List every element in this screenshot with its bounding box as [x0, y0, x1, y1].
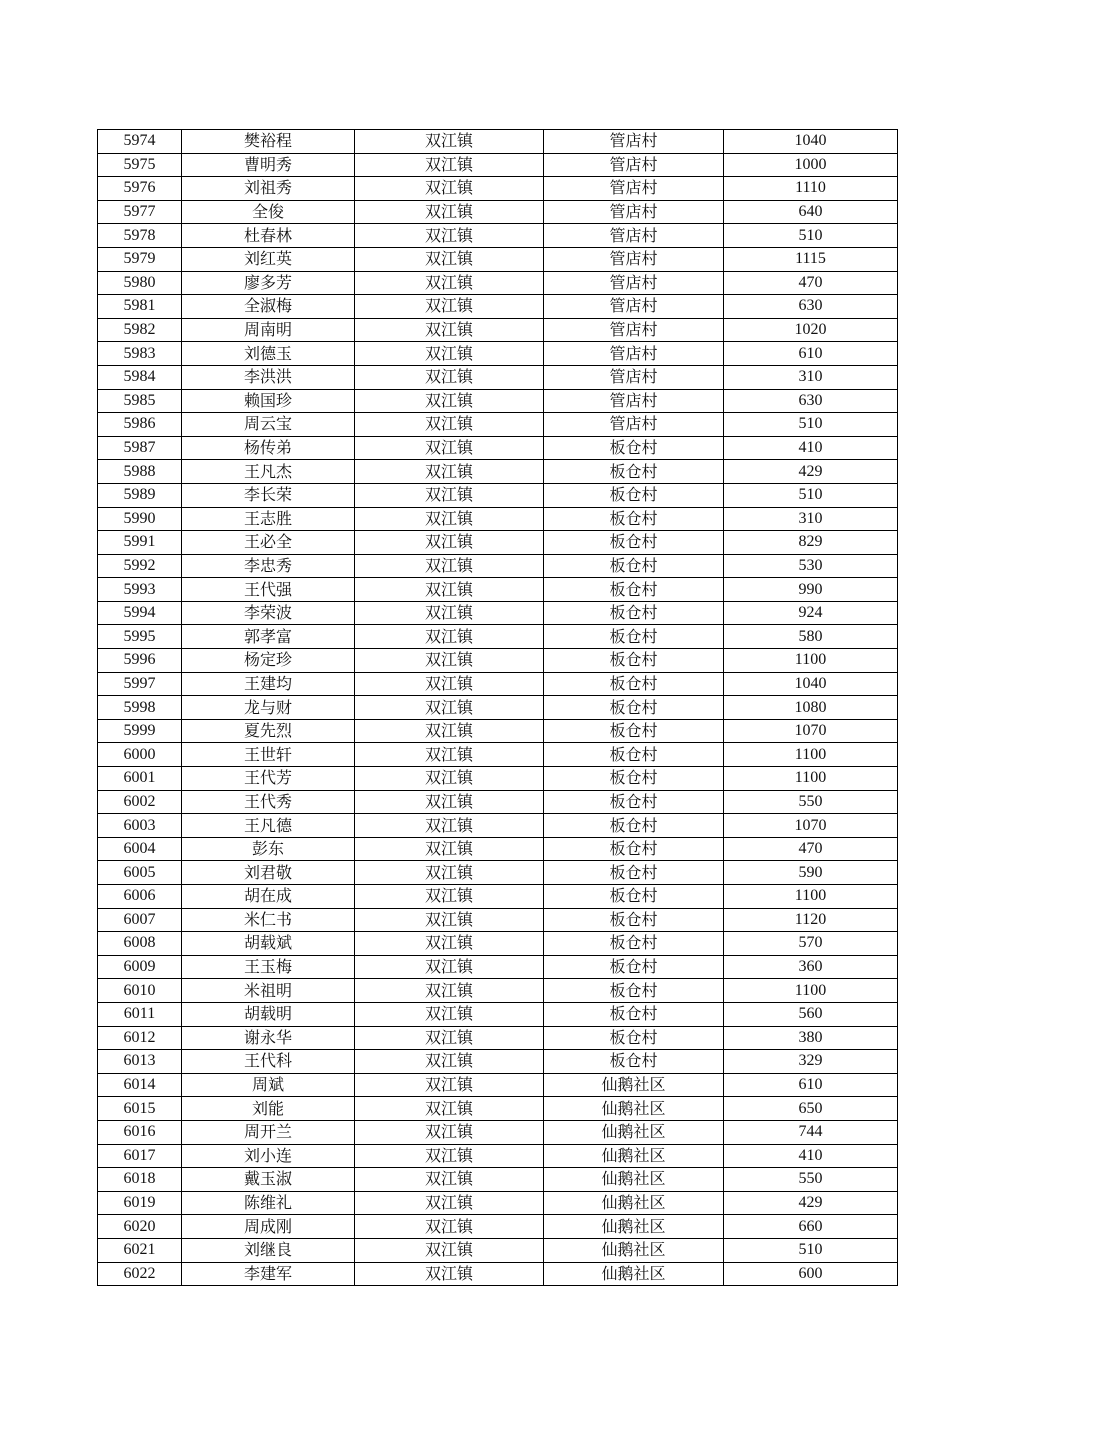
table-row [98, 955, 898, 979]
serial-number-cell: 6013 [98, 1050, 182, 1074]
table-row [98, 554, 898, 578]
serial-number-cell: 5976 [98, 177, 182, 201]
name-cell: 戴玉淑 [182, 1168, 355, 1192]
amount-cell: 1000 [724, 153, 898, 177]
table-row [98, 625, 898, 649]
village-cell: 板仓村 [544, 649, 724, 673]
town-cell: 双江镇 [355, 436, 544, 460]
name-cell: 夏先烈 [182, 719, 355, 743]
village-cell: 板仓村 [544, 767, 724, 791]
amount-cell: 660 [724, 1215, 898, 1239]
table-row [98, 814, 898, 838]
name-cell: 李荣波 [182, 601, 355, 625]
name-cell: 米仁书 [182, 908, 355, 932]
serial-number-cell: 5990 [98, 507, 182, 531]
serial-number-cell: 5991 [98, 531, 182, 555]
table-row [98, 696, 898, 720]
table-row [98, 153, 898, 177]
amount-cell: 410 [724, 436, 898, 460]
amount-cell: 630 [724, 295, 898, 319]
table-row [98, 1262, 898, 1286]
amount-cell: 470 [724, 837, 898, 861]
serial-number-cell: 6015 [98, 1097, 182, 1121]
town-cell: 双江镇 [355, 790, 544, 814]
town-cell: 双江镇 [355, 908, 544, 932]
table-row [98, 1073, 898, 1097]
village-cell: 板仓村 [544, 1002, 724, 1026]
village-cell: 板仓村 [544, 507, 724, 531]
amount-cell: 590 [724, 861, 898, 885]
serial-number-cell: 6002 [98, 790, 182, 814]
town-cell: 双江镇 [355, 1002, 544, 1026]
town-cell: 双江镇 [355, 365, 544, 389]
amount-cell: 580 [724, 625, 898, 649]
town-cell: 双江镇 [355, 719, 544, 743]
town-cell: 双江镇 [355, 601, 544, 625]
village-cell: 板仓村 [544, 885, 724, 909]
town-cell: 双江镇 [355, 130, 544, 154]
name-cell: 全淑梅 [182, 295, 355, 319]
village-cell: 板仓村 [544, 719, 724, 743]
village-cell: 板仓村 [544, 837, 724, 861]
town-cell: 双江镇 [355, 885, 544, 909]
town-cell: 双江镇 [355, 460, 544, 484]
name-cell: 王必全 [182, 531, 355, 555]
town-cell: 双江镇 [355, 672, 544, 696]
serial-number-cell: 5985 [98, 389, 182, 413]
town-cell: 双江镇 [355, 1073, 544, 1097]
village-cell: 板仓村 [544, 1026, 724, 1050]
name-cell: 赖国珍 [182, 389, 355, 413]
amount-cell: 1120 [724, 908, 898, 932]
serial-number-cell: 6007 [98, 908, 182, 932]
village-cell: 管店村 [544, 224, 724, 248]
village-cell: 仙鹅社区 [544, 1191, 724, 1215]
amount-cell: 550 [724, 790, 898, 814]
serial-number-cell: 5992 [98, 554, 182, 578]
amount-cell: 510 [724, 224, 898, 248]
town-cell: 双江镇 [355, 625, 544, 649]
name-cell: 王志胜 [182, 507, 355, 531]
table-row [98, 342, 898, 366]
amount-cell: 1070 [724, 719, 898, 743]
village-cell: 仙鹅社区 [544, 1168, 724, 1192]
table-row [98, 460, 898, 484]
village-cell: 板仓村 [544, 436, 724, 460]
name-cell: 李洪洪 [182, 365, 355, 389]
name-cell: 郭孝富 [182, 625, 355, 649]
table-row [98, 767, 898, 791]
name-cell: 王建均 [182, 672, 355, 696]
village-cell: 管店村 [544, 342, 724, 366]
name-cell: 胡载明 [182, 1002, 355, 1026]
serial-number-cell: 6011 [98, 1002, 182, 1026]
village-cell: 仙鹅社区 [544, 1097, 724, 1121]
table-row [98, 531, 898, 555]
serial-number-cell: 6001 [98, 767, 182, 791]
table-row [98, 365, 898, 389]
name-cell: 周斌 [182, 1073, 355, 1097]
table-row [98, 1168, 898, 1192]
name-cell: 米祖明 [182, 979, 355, 1003]
amount-cell: 1080 [724, 696, 898, 720]
serial-number-cell: 5988 [98, 460, 182, 484]
table-row [98, 1238, 898, 1262]
serial-number-cell: 5975 [98, 153, 182, 177]
village-cell: 板仓村 [544, 861, 724, 885]
name-cell: 李长荣 [182, 483, 355, 507]
town-cell: 双江镇 [355, 979, 544, 1003]
serial-number-cell: 6019 [98, 1191, 182, 1215]
town-cell: 双江镇 [355, 814, 544, 838]
table-row [98, 295, 898, 319]
name-cell: 周南明 [182, 318, 355, 342]
village-cell: 板仓村 [544, 460, 724, 484]
amount-cell: 1040 [724, 130, 898, 154]
town-cell: 双江镇 [355, 1120, 544, 1144]
town-cell: 双江镇 [355, 224, 544, 248]
amount-cell: 470 [724, 271, 898, 295]
village-cell: 板仓村 [544, 625, 724, 649]
roster-table-body [98, 130, 898, 1286]
amount-cell: 600 [724, 1262, 898, 1286]
amount-cell: 429 [724, 1191, 898, 1215]
serial-number-cell: 6021 [98, 1238, 182, 1262]
amount-cell: 1100 [724, 885, 898, 909]
village-cell: 管店村 [544, 271, 724, 295]
table-row [98, 979, 898, 1003]
amount-cell: 610 [724, 342, 898, 366]
name-cell: 周开兰 [182, 1120, 355, 1144]
serial-number-cell: 5982 [98, 318, 182, 342]
amount-cell: 1100 [724, 649, 898, 673]
name-cell: 樊裕程 [182, 130, 355, 154]
table-row [98, 130, 898, 154]
village-cell: 板仓村 [544, 932, 724, 956]
town-cell: 双江镇 [355, 767, 544, 791]
village-cell: 板仓村 [544, 696, 724, 720]
serial-number-cell: 6022 [98, 1262, 182, 1286]
serial-number-cell: 5997 [98, 672, 182, 696]
village-cell: 板仓村 [544, 814, 724, 838]
amount-cell: 1100 [724, 979, 898, 1003]
serial-number-cell: 6012 [98, 1026, 182, 1050]
amount-cell: 640 [724, 200, 898, 224]
town-cell: 双江镇 [355, 578, 544, 602]
town-cell: 双江镇 [355, 483, 544, 507]
name-cell: 胡载斌 [182, 932, 355, 956]
name-cell: 王代强 [182, 578, 355, 602]
amount-cell: 429 [724, 460, 898, 484]
town-cell: 双江镇 [355, 1238, 544, 1262]
town-cell: 双江镇 [355, 507, 544, 531]
table-row [98, 1050, 898, 1074]
village-cell: 仙鹅社区 [544, 1073, 724, 1097]
town-cell: 双江镇 [355, 1215, 544, 1239]
name-cell: 胡在成 [182, 885, 355, 909]
table-row [98, 1097, 898, 1121]
town-cell: 双江镇 [355, 837, 544, 861]
table-row [98, 649, 898, 673]
name-cell: 李忠秀 [182, 554, 355, 578]
village-cell: 板仓村 [544, 554, 724, 578]
village-cell: 板仓村 [544, 672, 724, 696]
amount-cell: 1020 [724, 318, 898, 342]
serial-number-cell: 5998 [98, 696, 182, 720]
table-row [98, 1026, 898, 1050]
table-row [98, 483, 898, 507]
amount-cell: 550 [724, 1168, 898, 1192]
village-cell: 管店村 [544, 365, 724, 389]
town-cell: 双江镇 [355, 932, 544, 956]
serial-number-cell: 5983 [98, 342, 182, 366]
amount-cell: 744 [724, 1120, 898, 1144]
name-cell: 杨传弟 [182, 436, 355, 460]
village-cell: 管店村 [544, 295, 724, 319]
serial-number-cell: 5995 [98, 625, 182, 649]
amount-cell: 510 [724, 413, 898, 437]
table-row [98, 719, 898, 743]
town-cell: 双江镇 [355, 1026, 544, 1050]
amount-cell: 360 [724, 955, 898, 979]
name-cell: 陈维礼 [182, 1191, 355, 1215]
amount-cell: 630 [724, 389, 898, 413]
amount-cell: 1110 [724, 177, 898, 201]
name-cell: 王玉梅 [182, 955, 355, 979]
name-cell: 王代芳 [182, 767, 355, 791]
serial-number-cell: 6009 [98, 955, 182, 979]
serial-number-cell: 5989 [98, 483, 182, 507]
name-cell: 王凡杰 [182, 460, 355, 484]
name-cell: 周成刚 [182, 1215, 355, 1239]
village-cell: 板仓村 [544, 531, 724, 555]
village-cell: 管店村 [544, 130, 724, 154]
table-row [98, 224, 898, 248]
name-cell: 刘祖秀 [182, 177, 355, 201]
town-cell: 双江镇 [355, 247, 544, 271]
name-cell: 王代秀 [182, 790, 355, 814]
roster-table [97, 129, 898, 1286]
table-row [98, 271, 898, 295]
amount-cell: 990 [724, 578, 898, 602]
village-cell: 管店村 [544, 389, 724, 413]
table-row [98, 436, 898, 460]
name-cell: 王世轩 [182, 743, 355, 767]
village-cell: 仙鹅社区 [544, 1238, 724, 1262]
table-row [98, 200, 898, 224]
table-row [98, 177, 898, 201]
name-cell: 刘小连 [182, 1144, 355, 1168]
table-row [98, 413, 898, 437]
serial-number-cell: 5994 [98, 601, 182, 625]
village-cell: 仙鹅社区 [544, 1215, 724, 1239]
town-cell: 双江镇 [355, 1191, 544, 1215]
table-row [98, 743, 898, 767]
town-cell: 双江镇 [355, 1050, 544, 1074]
village-cell: 管店村 [544, 200, 724, 224]
amount-cell: 310 [724, 507, 898, 531]
serial-number-cell: 5986 [98, 413, 182, 437]
town-cell: 双江镇 [355, 1262, 544, 1286]
table-row [98, 1002, 898, 1026]
village-cell: 管店村 [544, 177, 724, 201]
amount-cell: 560 [724, 1002, 898, 1026]
village-cell: 管店村 [544, 247, 724, 271]
serial-number-cell: 6014 [98, 1073, 182, 1097]
serial-number-cell: 5977 [98, 200, 182, 224]
serial-number-cell: 6005 [98, 861, 182, 885]
name-cell: 廖多芳 [182, 271, 355, 295]
town-cell: 双江镇 [355, 861, 544, 885]
amount-cell: 410 [724, 1144, 898, 1168]
table-row [98, 672, 898, 696]
amount-cell: 570 [724, 932, 898, 956]
name-cell: 曹明秀 [182, 153, 355, 177]
village-cell: 仙鹅社区 [544, 1144, 724, 1168]
town-cell: 双江镇 [355, 295, 544, 319]
town-cell: 双江镇 [355, 554, 544, 578]
town-cell: 双江镇 [355, 413, 544, 437]
amount-cell: 1100 [724, 743, 898, 767]
amount-cell: 829 [724, 531, 898, 555]
serial-number-cell: 5993 [98, 578, 182, 602]
town-cell: 双江镇 [355, 389, 544, 413]
village-cell: 板仓村 [544, 979, 724, 1003]
name-cell: 刘君敬 [182, 861, 355, 885]
serial-number-cell: 6008 [98, 932, 182, 956]
table-row [98, 601, 898, 625]
name-cell: 全俊 [182, 200, 355, 224]
amount-cell: 1070 [724, 814, 898, 838]
name-cell: 刘德玉 [182, 342, 355, 366]
serial-number-cell: 6018 [98, 1168, 182, 1192]
village-cell: 仙鹅社区 [544, 1262, 724, 1286]
town-cell: 双江镇 [355, 1144, 544, 1168]
name-cell: 彭东 [182, 837, 355, 861]
amount-cell: 380 [724, 1026, 898, 1050]
name-cell: 龙与财 [182, 696, 355, 720]
town-cell: 双江镇 [355, 200, 544, 224]
serial-number-cell: 5974 [98, 130, 182, 154]
name-cell: 王代科 [182, 1050, 355, 1074]
table-row [98, 389, 898, 413]
serial-number-cell: 6020 [98, 1215, 182, 1239]
name-cell: 王凡德 [182, 814, 355, 838]
village-cell: 板仓村 [544, 743, 724, 767]
serial-number-cell: 5996 [98, 649, 182, 673]
serial-number-cell: 6004 [98, 837, 182, 861]
name-cell: 杜春林 [182, 224, 355, 248]
town-cell: 双江镇 [355, 177, 544, 201]
name-cell: 刘继良 [182, 1238, 355, 1262]
amount-cell: 1100 [724, 767, 898, 791]
village-cell: 管店村 [544, 153, 724, 177]
table-row [98, 790, 898, 814]
town-cell: 双江镇 [355, 531, 544, 555]
table-row [98, 1144, 898, 1168]
table-row [98, 318, 898, 342]
village-cell: 板仓村 [544, 955, 724, 979]
town-cell: 双江镇 [355, 696, 544, 720]
table-row [98, 578, 898, 602]
serial-number-cell: 5981 [98, 295, 182, 319]
town-cell: 双江镇 [355, 153, 544, 177]
town-cell: 双江镇 [355, 955, 544, 979]
town-cell: 双江镇 [355, 1168, 544, 1192]
name-cell: 杨定珍 [182, 649, 355, 673]
amount-cell: 610 [724, 1073, 898, 1097]
village-cell: 板仓村 [544, 908, 724, 932]
village-cell: 管店村 [544, 318, 724, 342]
serial-number-cell: 6003 [98, 814, 182, 838]
village-cell: 板仓村 [544, 483, 724, 507]
amount-cell: 650 [724, 1097, 898, 1121]
table-row [98, 507, 898, 531]
village-cell: 板仓村 [544, 578, 724, 602]
amount-cell: 530 [724, 554, 898, 578]
table-row [98, 837, 898, 861]
amount-cell: 310 [724, 365, 898, 389]
name-cell: 谢永华 [182, 1026, 355, 1050]
amount-cell: 329 [724, 1050, 898, 1074]
town-cell: 双江镇 [355, 649, 544, 673]
serial-number-cell: 6016 [98, 1120, 182, 1144]
amount-cell: 1040 [724, 672, 898, 696]
village-cell: 仙鹅社区 [544, 1120, 724, 1144]
table-row [98, 1191, 898, 1215]
serial-number-cell: 6006 [98, 885, 182, 909]
table-row [98, 1215, 898, 1239]
serial-number-cell: 5980 [98, 271, 182, 295]
serial-number-cell: 6017 [98, 1144, 182, 1168]
name-cell: 刘能 [182, 1097, 355, 1121]
town-cell: 双江镇 [355, 342, 544, 366]
village-cell: 板仓村 [544, 1050, 724, 1074]
town-cell: 双江镇 [355, 1097, 544, 1121]
town-cell: 双江镇 [355, 743, 544, 767]
village-cell: 板仓村 [544, 790, 724, 814]
village-cell: 管店村 [544, 413, 724, 437]
town-cell: 双江镇 [355, 271, 544, 295]
serial-number-cell: 5979 [98, 247, 182, 271]
serial-number-cell: 6000 [98, 743, 182, 767]
name-cell: 李建军 [182, 1262, 355, 1286]
serial-number-cell: 5984 [98, 365, 182, 389]
table-row [98, 932, 898, 956]
amount-cell: 924 [724, 601, 898, 625]
serial-number-cell: 5999 [98, 719, 182, 743]
amount-cell: 510 [724, 483, 898, 507]
table-row [98, 861, 898, 885]
amount-cell: 510 [724, 1238, 898, 1262]
amount-cell: 1115 [724, 247, 898, 271]
table-row [98, 247, 898, 271]
serial-number-cell: 5978 [98, 224, 182, 248]
name-cell: 刘红英 [182, 247, 355, 271]
village-cell: 板仓村 [544, 601, 724, 625]
town-cell: 双江镇 [355, 318, 544, 342]
serial-number-cell: 5987 [98, 436, 182, 460]
table-row [98, 908, 898, 932]
name-cell: 周云宝 [182, 413, 355, 437]
table-row [98, 1120, 898, 1144]
serial-number-cell: 6010 [98, 979, 182, 1003]
table-row [98, 885, 898, 909]
